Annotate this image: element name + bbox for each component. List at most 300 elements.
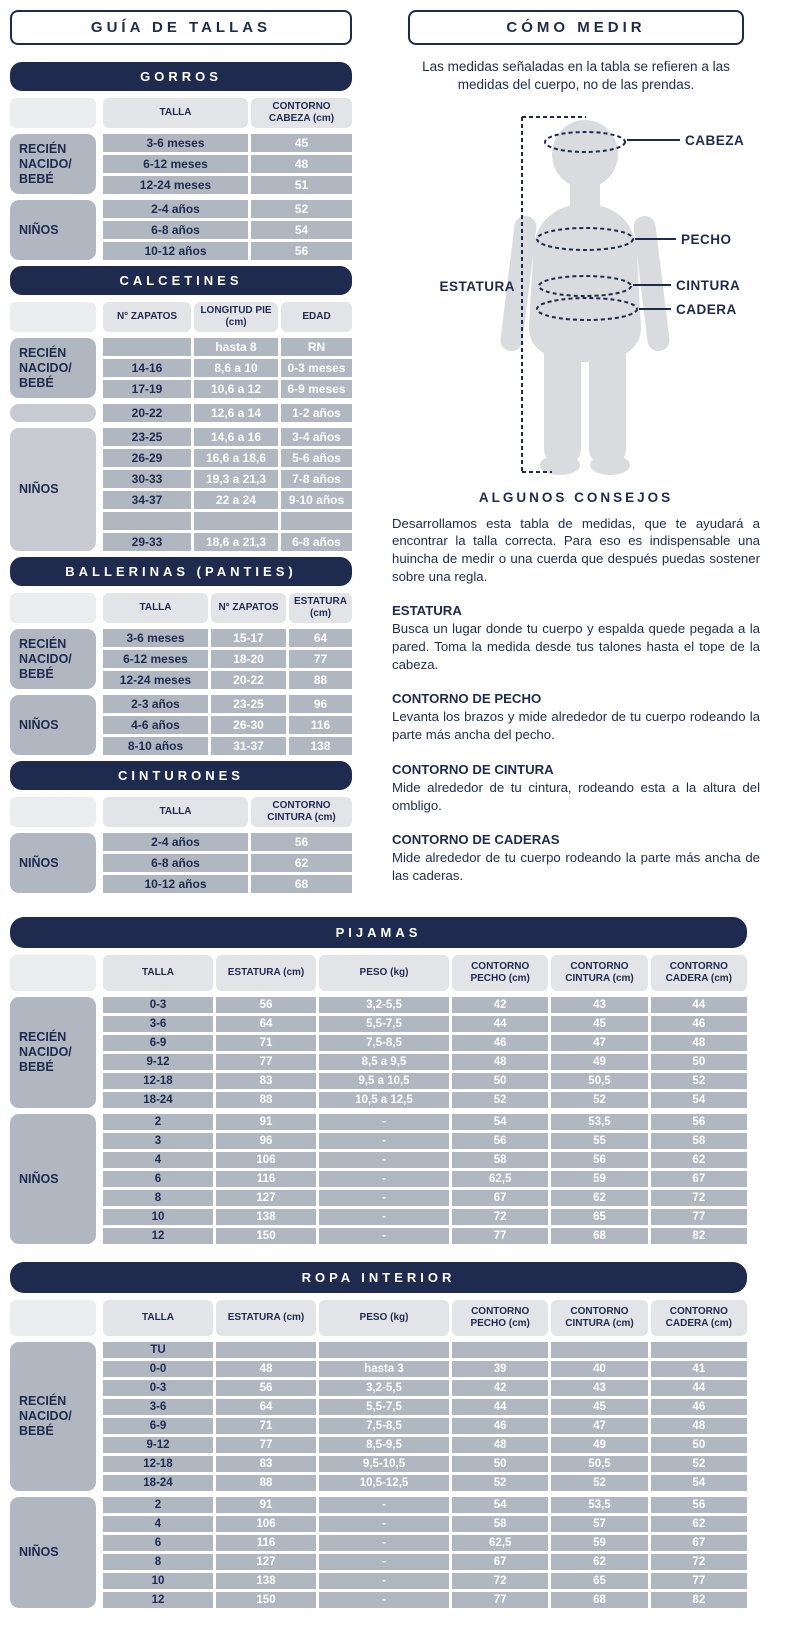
size-cell: 0-3 (103, 997, 213, 1013)
size-cell: 29-33 (103, 533, 191, 551)
value-cell: 72 (452, 1573, 548, 1589)
column-header: ESTATURA (cm) (216, 1300, 316, 1336)
body-measure-diagram (418, 104, 762, 484)
size-cell: 9-12 (103, 1054, 213, 1070)
size-cell: 8 (103, 1190, 213, 1206)
tip-heading: CONTORNO DE PECHO (392, 691, 542, 707)
category-cell (10, 404, 96, 422)
value-cell: 68 (551, 1228, 647, 1244)
size-cell: 6-8 años (103, 221, 248, 239)
column-header: ESTATURA (cm) (289, 593, 352, 623)
value-cell: 44 (452, 1399, 548, 1415)
size-cell: 3-6 meses (103, 134, 248, 152)
value-cell: 31-37 (211, 737, 286, 755)
table-header-row (10, 797, 352, 827)
tip-contorno-caderas (390, 832, 762, 884)
value-cell: 106 (216, 1516, 316, 1532)
column-header: CONTORNO PECHO (cm) (452, 955, 548, 991)
value-cell: 59 (551, 1535, 647, 1551)
value-cell: 116 (216, 1535, 316, 1551)
value-cell: 6-9 meses (281, 380, 352, 398)
value-cell: 3-4 años (281, 428, 352, 446)
how-to-measure-column (390, 10, 762, 885)
value-cell: 56 (452, 1133, 548, 1149)
value-cell: 59 (551, 1171, 647, 1187)
value-cell: 5-6 años (281, 449, 352, 467)
value-cell: 52 (551, 1475, 647, 1491)
size-cell: 20-22 (103, 404, 191, 422)
value-cell: 41 (651, 1361, 747, 1377)
value-cell: 46 (452, 1418, 548, 1434)
category-cell: NIÑOS (10, 1114, 96, 1244)
value-cell: 62,5 (452, 1535, 548, 1551)
value-cell: 50 (651, 1054, 747, 1070)
size-cell (103, 512, 191, 530)
ballerinas-group-0 (10, 629, 352, 689)
gorros-group-1 (10, 200, 352, 260)
value-cell: 77 (651, 1209, 747, 1225)
table-header-row (10, 593, 352, 623)
value-cell: 44 (452, 1016, 548, 1032)
value-cell: - (319, 1497, 449, 1513)
section-title-bar: CINTURONES (10, 761, 352, 790)
value-cell: 15-17 (211, 629, 286, 647)
cinturones-group-0 (10, 833, 352, 893)
value-cell: 65 (551, 1573, 647, 1589)
column-header: CONTORNO PECHO (cm) (452, 1300, 548, 1336)
table-pijamas (10, 917, 747, 1244)
value-cell: 62,5 (452, 1171, 548, 1187)
calcetines-group-0 (10, 338, 352, 398)
value-cell: 67 (651, 1535, 747, 1551)
size-cell: 6-12 meses (103, 650, 208, 668)
value-cell: 82 (651, 1228, 747, 1244)
value-cell: 48 (251, 155, 352, 173)
value-cell: 22 a 24 (194, 491, 278, 509)
corner-cell (10, 302, 96, 332)
body-diagram-svg (418, 104, 768, 479)
value-cell: 52 (651, 1456, 747, 1472)
value-cell: 7,5-8,5 (319, 1418, 449, 1434)
value-cell: 72 (651, 1190, 747, 1206)
category-cell: NIÑOS (10, 428, 96, 551)
cadera-label: CADERA (676, 301, 737, 317)
value-cell: 77 (289, 650, 352, 668)
size-cell: 12 (103, 1228, 213, 1244)
value-cell: - (319, 1573, 449, 1589)
value-cell: 6-8 años (281, 533, 352, 551)
value-cell: 56 (251, 833, 352, 851)
value-cell: 71 (216, 1418, 316, 1434)
size-cell: 2 (103, 1114, 213, 1130)
column-header: CONTORNO CINTURA (cm) (551, 1300, 647, 1336)
value-cell: 88 (289, 671, 352, 689)
value-cell: 47 (551, 1035, 647, 1051)
value-cell: 48 (651, 1035, 747, 1051)
value-cell: 53,5 (551, 1114, 647, 1130)
value-cell: 77 (651, 1573, 747, 1589)
value-cell: 72 (452, 1209, 548, 1225)
pecho-label: PECHO (681, 231, 732, 247)
page-title-left: GUÍA DE TALLAS (10, 10, 352, 45)
top-columns (10, 10, 790, 899)
size-cell: 18-24 (103, 1475, 213, 1491)
column-header: CONTORNO CABEZA (cm) (251, 98, 352, 128)
value-cell: 56 (216, 997, 316, 1013)
size-cell: 10-12 años (103, 875, 248, 893)
size-cell: 10 (103, 1573, 213, 1589)
value-cell: 50,5 (551, 1456, 647, 1472)
size-cell: 6 (103, 1535, 213, 1551)
value-cell: 10,6 a 12 (194, 380, 278, 398)
value-cell: 65 (551, 1209, 647, 1225)
size-cell: 6-12 meses (103, 155, 248, 173)
measure-intro-text: Las medidas señaladas en la tabla se refieren a las medidas del cuerpo, no de las prendas. (422, 59, 730, 92)
value-cell: 150 (216, 1228, 316, 1244)
size-cell: 12-24 meses (103, 671, 208, 689)
column-header: N° ZAPATOS (103, 302, 191, 332)
size-cell (103, 338, 191, 356)
value-cell: 68 (551, 1592, 647, 1608)
column-header: PESO (kg) (319, 1300, 449, 1336)
tip-contorno-pecho (390, 691, 762, 743)
cintura-label: CINTURA (676, 277, 741, 293)
value-cell: 50 (452, 1456, 548, 1472)
value-cell: 55 (551, 1133, 647, 1149)
value-cell: 62 (551, 1190, 647, 1206)
size-cell: 17-19 (103, 380, 191, 398)
size-cell: 30-33 (103, 470, 191, 488)
value-cell: 51 (251, 176, 352, 194)
value-cell: 46 (651, 1399, 747, 1415)
value-cell: 49 (551, 1054, 647, 1070)
value-cell: 58 (452, 1152, 548, 1168)
table-calcetines (10, 266, 352, 551)
category-cell: NIÑOS (10, 1497, 96, 1608)
value-cell: 40 (551, 1361, 647, 1377)
value-cell: 44 (651, 997, 747, 1013)
value-cell: 58 (452, 1516, 548, 1532)
value-cell: 48 (452, 1054, 548, 1070)
corner-cell (10, 1300, 96, 1336)
value-cell: 9-10 años (281, 491, 352, 509)
value-cell: 50 (651, 1437, 747, 1453)
value-cell: 45 (251, 134, 352, 152)
tip-heading: CONTORNO DE CADERAS (392, 832, 560, 848)
table-header-row (10, 98, 352, 128)
size-cell: 6-9 (103, 1418, 213, 1434)
value-cell: - (319, 1133, 449, 1149)
value-cell: 39 (452, 1361, 548, 1377)
value-cell: 47 (551, 1418, 647, 1434)
value-cell: - (319, 1171, 449, 1187)
value-cell: 77 (216, 1054, 316, 1070)
value-cell: 68 (251, 875, 352, 893)
value-cell: 138 (216, 1573, 316, 1589)
value-cell: 77 (452, 1592, 548, 1608)
value-cell: 58 (651, 1133, 747, 1149)
value-cell: 116 (216, 1171, 316, 1187)
value-cell (216, 1342, 316, 1358)
section-title-bar: ROPA INTERIOR (10, 1262, 747, 1293)
tip-text: Mide alrededor de tu cintura, rodeando esta a la altura del ombligo. (392, 779, 760, 813)
value-cell: 54 (251, 221, 352, 239)
category-cell: NIÑOS (10, 200, 96, 260)
value-cell: 150 (216, 1592, 316, 1608)
value-cell: 45 (551, 1399, 647, 1415)
section-title-bar: CALCETINES (10, 266, 352, 295)
value-cell: 56 (551, 1152, 647, 1168)
value-cell: 8,6 a 10 (194, 359, 278, 377)
calcetines-group-1 (10, 404, 352, 422)
value-cell: 43 (551, 997, 647, 1013)
table-header-row (10, 302, 352, 332)
value-cell: 48 (452, 1437, 548, 1453)
tip-heading: ESTATURA (392, 603, 462, 619)
value-cell: 7-8 años (281, 470, 352, 488)
corner-cell (10, 797, 96, 827)
size-cell: 4 (103, 1516, 213, 1532)
value-cell: 23-25 (211, 695, 286, 713)
value-cell: 49 (551, 1437, 647, 1453)
value-cell (319, 1342, 449, 1358)
size-cell: 2-4 años (103, 200, 248, 218)
value-cell: 62 (651, 1516, 747, 1532)
category-cell: RECIÉN NACIDO/ BEBÉ (10, 997, 96, 1108)
tips-intro-text: Desarrollamos esta tabla de medidas, que te ayudará a encontrar la talla correcta. Para eso es indispensable una huincha de medir o una cuerda que después puedas sostener sobre una regla. (392, 515, 760, 584)
value-cell: 67 (452, 1554, 548, 1570)
column-header: CONTORNO CADERA (cm) (651, 1300, 747, 1336)
size-cell: 12 (103, 1592, 213, 1608)
tip-text: Busca un lugar donde tu cuerpo y espalda quede pegada a la pared. Toma la medida desde tus talones hasta el tope de la cabeza. (392, 621, 760, 672)
size-tables-column (10, 10, 352, 899)
section-title-bar: BALLERINAS (PANTIES) (10, 557, 352, 586)
value-cell: 19,3 a 21,3 (194, 470, 278, 488)
section-title-bar: GORROS (10, 62, 352, 91)
size-cell: 12-18 (103, 1456, 213, 1472)
value-cell: 26-30 (211, 716, 286, 734)
section-title-bar: PIJAMAS (10, 917, 747, 948)
value-cell: 52 (452, 1092, 548, 1108)
size-cell: 3-6 (103, 1016, 213, 1032)
value-cell: 46 (651, 1016, 747, 1032)
value-cell: 5,5-7,5 (319, 1016, 449, 1032)
value-cell: 56 (651, 1114, 747, 1130)
value-cell: 91 (216, 1114, 316, 1130)
value-cell: - (319, 1516, 449, 1532)
tips-title: ALGUNOS CONSEJOS (478, 489, 674, 505)
size-cell: 14-16 (103, 359, 191, 377)
value-cell: 67 (651, 1171, 747, 1187)
value-cell: - (319, 1535, 449, 1551)
column-header: CONTORNO CINTURA (cm) (551, 955, 647, 991)
value-cell: 42 (452, 1380, 548, 1396)
value-cell: 57 (551, 1516, 647, 1532)
value-cell: - (319, 1209, 449, 1225)
value-cell: 50 (452, 1073, 548, 1089)
value-cell: 42 (452, 997, 548, 1013)
category-cell: RECIÉN NACIDO/ BEBÉ (10, 629, 96, 689)
value-cell: 48 (216, 1361, 316, 1377)
table-header-row (10, 955, 747, 991)
category-cell: NIÑOS (10, 695, 96, 755)
value-cell: 138 (216, 1209, 316, 1225)
value-cell: RN (281, 338, 352, 356)
column-header: TALLA (103, 593, 208, 623)
value-cell: 53,5 (551, 1497, 647, 1513)
column-header: CONTORNO CADERA (cm) (651, 955, 747, 991)
value-cell: - (319, 1114, 449, 1130)
value-cell: 14,6 a 16 (194, 428, 278, 446)
corner-cell (10, 955, 96, 991)
size-cell: 8 (103, 1554, 213, 1570)
gorros-group-0 (10, 134, 352, 194)
table-ropa-interior (10, 1262, 747, 1608)
value-cell: 9,5 a 10,5 (319, 1073, 449, 1089)
size-cell: 34-37 (103, 491, 191, 509)
value-cell: 54 (452, 1497, 548, 1513)
value-cell: 18,6 a 21,3 (194, 533, 278, 551)
value-cell: 20-22 (211, 671, 286, 689)
value-cell: 127 (216, 1554, 316, 1570)
size-cell: 4 (103, 1152, 213, 1168)
size-cell: 3 (103, 1133, 213, 1149)
calcetines-group-2 (10, 428, 352, 551)
value-cell: 5,5-7,5 (319, 1399, 449, 1415)
size-cell: 2-3 años (103, 695, 208, 713)
value-cell: 48 (651, 1418, 747, 1434)
category-cell: RECIÉN NACIDO/ BEBÉ (10, 134, 96, 194)
corner-cell (10, 593, 96, 623)
column-header: EDAD (281, 302, 352, 332)
value-cell: 77 (216, 1437, 316, 1453)
tip-text: Mide alrededor de tu cuerpo rodeando la parte más ancha de las caderas. (392, 850, 760, 883)
value-cell (651, 1342, 747, 1358)
value-cell: 138 (289, 737, 352, 755)
value-cell: 52 (452, 1475, 548, 1491)
tip-heading: CONTORNO DE CINTURA (392, 761, 554, 777)
value-cell: 54 (452, 1114, 548, 1130)
value-cell: - (319, 1190, 449, 1206)
pijamas-group-0 (10, 997, 747, 1108)
value-cell (281, 512, 352, 530)
value-cell: 62 (651, 1152, 747, 1168)
value-cell: 54 (651, 1475, 747, 1491)
column-header: PESO (kg) (319, 955, 449, 991)
value-cell: 71 (216, 1035, 316, 1051)
size-cell: 3-6 meses (103, 629, 208, 647)
value-cell: 8,5 a 9,5 (319, 1054, 449, 1070)
size-cell: 3-6 (103, 1399, 213, 1415)
value-cell: 116 (289, 716, 352, 734)
column-header: TALLA (103, 955, 213, 991)
value-cell: 9,5-10,5 (319, 1456, 449, 1472)
value-cell: 44 (651, 1380, 747, 1396)
size-cell: 18-24 (103, 1092, 213, 1108)
size-cell: 12-18 (103, 1073, 213, 1089)
category-cell: RECIÉN NACIDO/ BEBÉ (10, 338, 96, 398)
value-cell: 52 (251, 200, 352, 218)
value-cell: 10,5 a 12,5 (319, 1092, 449, 1108)
column-header: CONTORNO CINTURA (cm) (251, 797, 352, 827)
value-cell: 52 (551, 1092, 647, 1108)
column-header: TALLA (103, 797, 248, 827)
value-cell: 8,5-9,5 (319, 1437, 449, 1453)
tip-contorno-cintura (390, 762, 762, 814)
column-header: ESTATURA (cm) (216, 955, 316, 991)
estatura-label: ESTATURA (439, 278, 515, 294)
cabeza-label: CABEZA (685, 132, 745, 148)
value-cell: - (319, 1554, 449, 1570)
value-cell: 64 (216, 1016, 316, 1032)
value-cell: 64 (216, 1399, 316, 1415)
size-cell: TU (103, 1342, 213, 1358)
size-cell: 23-25 (103, 428, 191, 446)
ropa_interior-group-1 (10, 1497, 747, 1608)
value-cell: 91 (216, 1497, 316, 1513)
table-cinturones (10, 761, 352, 893)
value-cell (452, 1342, 548, 1358)
size-cell: 9-12 (103, 1437, 213, 1453)
size-cell: 6 (103, 1171, 213, 1187)
value-cell: 52 (651, 1073, 747, 1089)
value-cell: 16,6 a 18,6 (194, 449, 278, 467)
tip-text: Levanta los brazos y mide alrededor de tu cuerpo rodeando la parte más ancha del pecho. (392, 709, 760, 743)
column-header: TALLA (103, 1300, 213, 1336)
value-cell: 96 (216, 1133, 316, 1149)
size-cell: 12-24 meses (103, 176, 248, 194)
value-cell: hasta 3 (319, 1361, 449, 1377)
table-gorros (10, 62, 352, 260)
size-cell: 8-10 años (103, 737, 208, 755)
value-cell: 64 (289, 629, 352, 647)
size-cell: 6-8 años (103, 854, 248, 872)
size-cell: 0-0 (103, 1361, 213, 1377)
value-cell: 1-2 años (281, 404, 352, 422)
value-cell: 54 (651, 1092, 747, 1108)
page-title-right: CÓMO MEDIR (408, 10, 744, 45)
value-cell: - (319, 1592, 449, 1608)
value-cell: 3,2-5,5 (319, 1380, 449, 1396)
value-cell: 7,5-8,5 (319, 1035, 449, 1051)
value-cell (194, 512, 278, 530)
table-header-row (10, 1300, 747, 1336)
category-cell: NIÑOS (10, 833, 96, 893)
column-header: N° ZAPATOS (211, 593, 286, 623)
value-cell: 77 (452, 1228, 548, 1244)
value-cell: 62 (251, 854, 352, 872)
size-cell: 6-9 (103, 1035, 213, 1051)
value-cell: 96 (289, 695, 352, 713)
value-cell: hasta 8 (194, 338, 278, 356)
value-cell: - (319, 1152, 449, 1168)
table-ballerinas (10, 557, 352, 755)
value-cell: 12,6 a 14 (194, 404, 278, 422)
value-cell: 56 (216, 1380, 316, 1396)
size-cell: 10-12 años (103, 242, 248, 260)
value-cell: 83 (216, 1073, 316, 1089)
value-cell: 10,5-12,5 (319, 1475, 449, 1491)
value-cell: 83 (216, 1456, 316, 1472)
ballerinas-group-1 (10, 695, 352, 755)
column-header: LONGITUD PIE (cm) (194, 302, 278, 332)
value-cell (551, 1342, 647, 1358)
column-header: TALLA (103, 98, 248, 128)
value-cell: 45 (551, 1016, 647, 1032)
value-cell: 18-20 (211, 650, 286, 668)
size-cell: 4-6 años (103, 716, 208, 734)
value-cell: 0-3 meses (281, 359, 352, 377)
